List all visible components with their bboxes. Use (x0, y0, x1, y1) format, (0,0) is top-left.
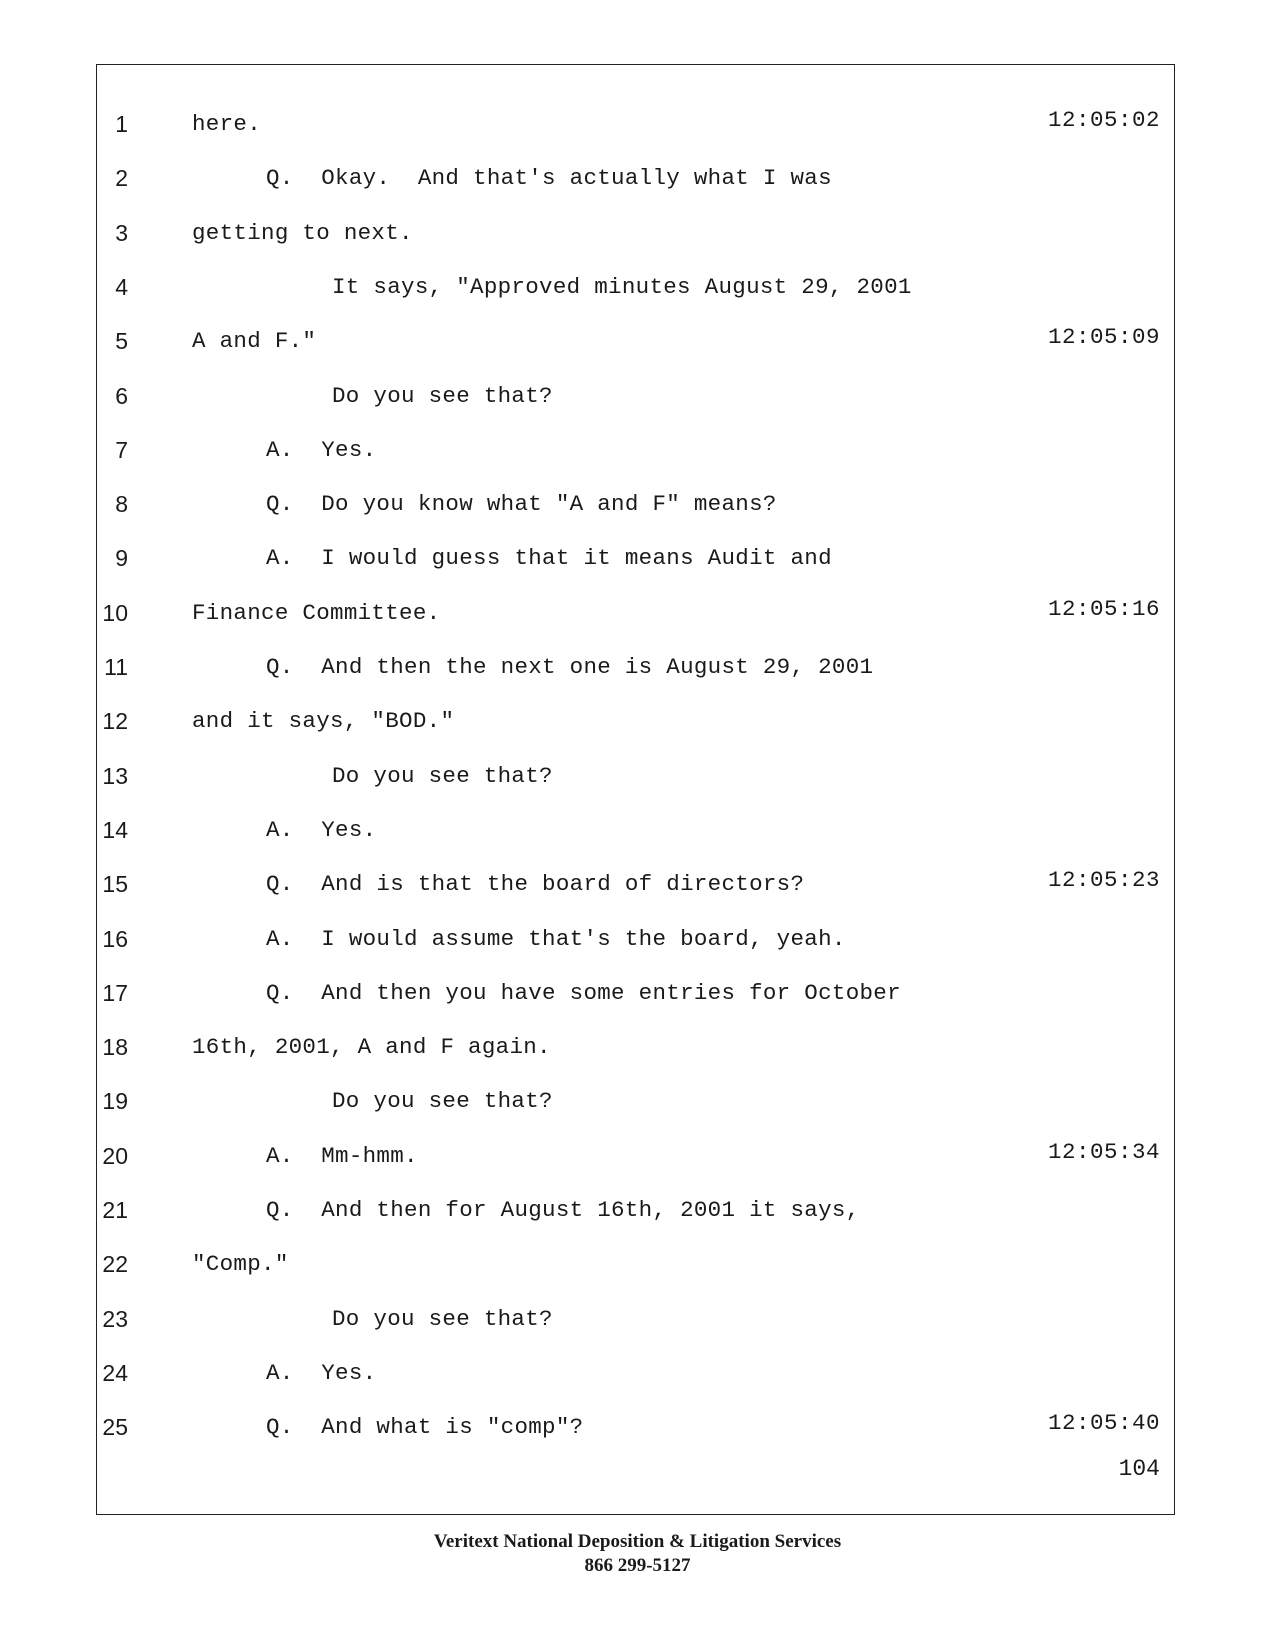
line-text: Do you see that? (332, 762, 553, 789)
transcript-line (0, 1034, 1275, 1074)
timestamp: 12:05:02 (1047, 107, 1160, 133)
page-number: 104 (1118, 1456, 1160, 1482)
line-number: 18 (102, 1034, 128, 1061)
line-number: 23 (102, 1305, 128, 1332)
transcript-line (0, 1410, 1275, 1454)
line-number: 5 (115, 328, 128, 355)
line-text: A. Yes. (266, 436, 377, 463)
line-text: Q. Do you know what "A and F" means? (266, 491, 777, 518)
transcript-line (0, 437, 1275, 477)
line-number: 9 (115, 545, 128, 572)
line-number: 12 (102, 708, 128, 735)
transcript-line (0, 763, 1275, 803)
transcript-line (0, 1306, 1275, 1346)
line-text: here. (192, 111, 262, 137)
line-number: 6 (115, 382, 128, 409)
line-text: and it says, "BOD." (192, 708, 455, 735)
line-number: 4 (115, 273, 128, 300)
line-text: "Comp." (192, 1251, 289, 1278)
line-number: 3 (115, 219, 128, 246)
transcript-line (0, 383, 1275, 423)
transcript-line (0, 491, 1275, 531)
transcript-line (0, 1360, 1275, 1400)
transcript-line (0, 595, 1275, 640)
transcript-line (0, 545, 1275, 585)
line-text: getting to next. (192, 219, 413, 246)
line-number: 25 (102, 1414, 128, 1441)
transcript-line (0, 867, 1275, 911)
line-number: 24 (102, 1359, 128, 1386)
line-text: 16th, 2001, A and F again. (192, 1034, 551, 1061)
line-text: It says, "Approved minutes August 29, 2001 (332, 273, 912, 300)
footer (0, 1530, 1275, 1578)
line-text: A. Mm-hmm. (266, 1142, 418, 1169)
line-number: 7 (115, 436, 128, 463)
transcript-line (0, 274, 1275, 314)
line-text: Q. Okay. And that's actually what I was (266, 165, 832, 192)
footer-phone: 866 299-5127 (584, 1555, 691, 1576)
line-text: Do you see that? (332, 1305, 553, 1332)
line-text: A. I would assume that's the board, yeah. (266, 925, 846, 952)
timestamp: 12:05:09 (1047, 324, 1160, 351)
transcript-line (0, 1197, 1275, 1237)
timestamp: 12:05:34 (1047, 1138, 1160, 1165)
line-number: 8 (115, 491, 128, 518)
timestamp: 12:05:23 (1047, 867, 1160, 894)
line-text: A. I would guess that it means Audit and (266, 545, 832, 572)
footer-company: Veritext National Deposition & Litigation Services (433, 1531, 842, 1552)
transcript-line (0, 926, 1275, 966)
line-number: 2 (115, 165, 128, 192)
line-text: A. Yes. (266, 1359, 377, 1386)
line-number: 16 (102, 925, 128, 952)
transcript-line (0, 1088, 1275, 1128)
line-number: 14 (102, 816, 128, 843)
line-number: 22 (102, 1251, 128, 1278)
line-number: 15 (102, 871, 128, 898)
line-text: Q. And then the next one is August 29, 2001 (266, 654, 874, 680)
transcript-line (0, 980, 1275, 1020)
line-number: 11 (104, 654, 128, 680)
transcript-line (0, 654, 1275, 694)
line-number: 20 (102, 1142, 128, 1169)
line-text: A and F." (192, 328, 317, 355)
line-text: Finance Committee. (192, 599, 441, 626)
transcript-line (0, 107, 1275, 151)
line-number: 1 (115, 111, 128, 137)
timestamp: 12:05:16 (1047, 595, 1160, 622)
transcript-line (0, 1251, 1275, 1291)
line-text: Do you see that? (332, 382, 553, 409)
line-text: Q. And what is "comp"? (266, 1414, 584, 1441)
line-text: Do you see that? (332, 1088, 553, 1115)
line-text: Q. And then for August 16th, 2001 it says, (266, 1197, 860, 1223)
transcript-line (0, 708, 1275, 748)
transcript-line (0, 817, 1275, 857)
transcript-line (0, 220, 1275, 260)
transcript-line (0, 165, 1275, 205)
line-number: 13 (102, 762, 128, 789)
line-number: 21 (102, 1197, 128, 1223)
line-number: 10 (102, 599, 128, 626)
line-text: Q. And is that the board of directors? (266, 871, 805, 898)
line-number: 19 (102, 1088, 128, 1115)
timestamp: 12:05:40 (1047, 1410, 1160, 1437)
transcript-line (0, 324, 1275, 368)
line-text: Q. And then you have some entries for October (266, 979, 901, 1006)
line-text: A. Yes. (266, 816, 377, 843)
line-number: 17 (102, 979, 128, 1006)
transcript-line (0, 1138, 1275, 1183)
